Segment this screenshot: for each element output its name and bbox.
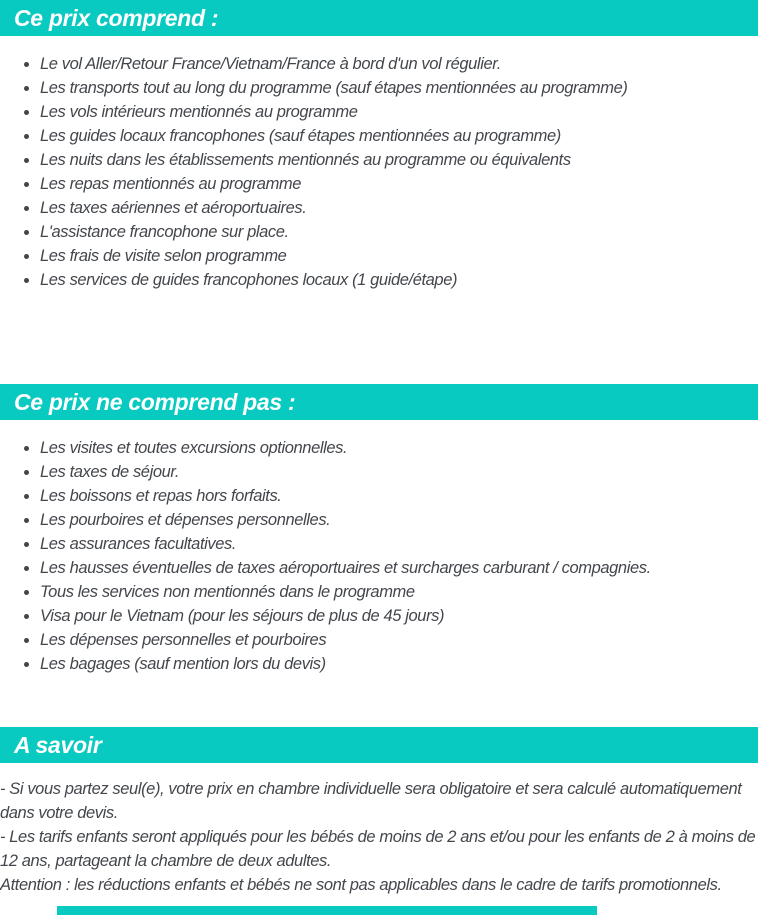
list-item: • Les assurances facultatives. bbox=[40, 532, 758, 556]
note-paragraph: Attention : les réductions enfants et bébés ne sont pas applicables dans le cadre de tarifs promotionnels. bbox=[0, 876, 722, 894]
section-header-excludes bbox=[0, 384, 758, 420]
list-item: • Le vol Aller/Retour France/Vietnam/France à bord d'un vol régulier. bbox=[40, 52, 758, 76]
list-item: • Les dépenses personnelles et pourboires bbox=[40, 628, 758, 652]
list-item: • Les repas mentionnés au programme bbox=[40, 172, 758, 196]
includes-list bbox=[0, 52, 758, 292]
list-item: • Les transports tout au long du programme (sauf étapes mentionnées au programme) bbox=[40, 76, 758, 100]
list-item: • Les taxes aériennes et aéroportuaires. bbox=[40, 196, 758, 220]
list-item: • Les hausses éventuelles de taxes aéroportuaires et surcharges carburant / compagnies. bbox=[40, 556, 758, 580]
section-header-includes bbox=[0, 0, 758, 36]
note-paragraph: - Les tarifs enfants seront appliqués pour les bébés de moins de 2 ans et/ou pour les enfants de 2 à moins de 12 ans, partageant la chambre de deux adultes. bbox=[0, 828, 756, 870]
list-item: • Les visites et toutes excursions optionnelles. bbox=[40, 436, 758, 460]
list-item: • Les boissons et repas hors forfaits. bbox=[40, 484, 758, 508]
excludes-list bbox=[0, 436, 758, 676]
list-item: • Les nuits dans les établissements mentionnés au programme ou équivalents bbox=[40, 148, 758, 172]
list-item: • Les taxes de séjour. bbox=[40, 460, 758, 484]
list-item: • Les services de guides francophones locaux (1 guide/étape) bbox=[40, 268, 758, 292]
list-item: • Visa pour le Vietnam (pour les séjours de plus de 45 jours) bbox=[40, 604, 758, 628]
section-excludes bbox=[0, 384, 758, 676]
list-item: • L'assistance francophone sur place. bbox=[40, 220, 758, 244]
list-item: • Les vols intérieurs mentionnés au programme bbox=[40, 100, 758, 124]
list-item: • Les guides locaux francophones (sauf étapes mentionnées au programme) bbox=[40, 124, 758, 148]
list-item: • Les bagages (sauf mention lors du devis) bbox=[40, 652, 758, 676]
section-title-notes: A savoir bbox=[14, 732, 102, 758]
section-title-includes: Ce prix comprend : bbox=[14, 5, 219, 31]
notes-text bbox=[0, 777, 758, 897]
section-header-notes bbox=[0, 727, 758, 763]
section-includes bbox=[0, 0, 758, 292]
section-title-excludes: Ce prix ne comprend pas : bbox=[14, 389, 296, 415]
next-section-bar-partial bbox=[57, 906, 597, 915]
note-paragraph: - Si vous partez seul(e), votre prix en chambre individuelle sera obligatoire et sera calculé automatiquement dans votre devis. bbox=[0, 780, 742, 822]
list-item: • Les frais de visite selon programme bbox=[40, 244, 758, 268]
section-notes bbox=[0, 727, 758, 897]
list-item: • Les pourboires et dépenses personnelles. bbox=[40, 508, 758, 532]
list-item: • Tous les services non mentionnés dans le programme bbox=[40, 580, 758, 604]
